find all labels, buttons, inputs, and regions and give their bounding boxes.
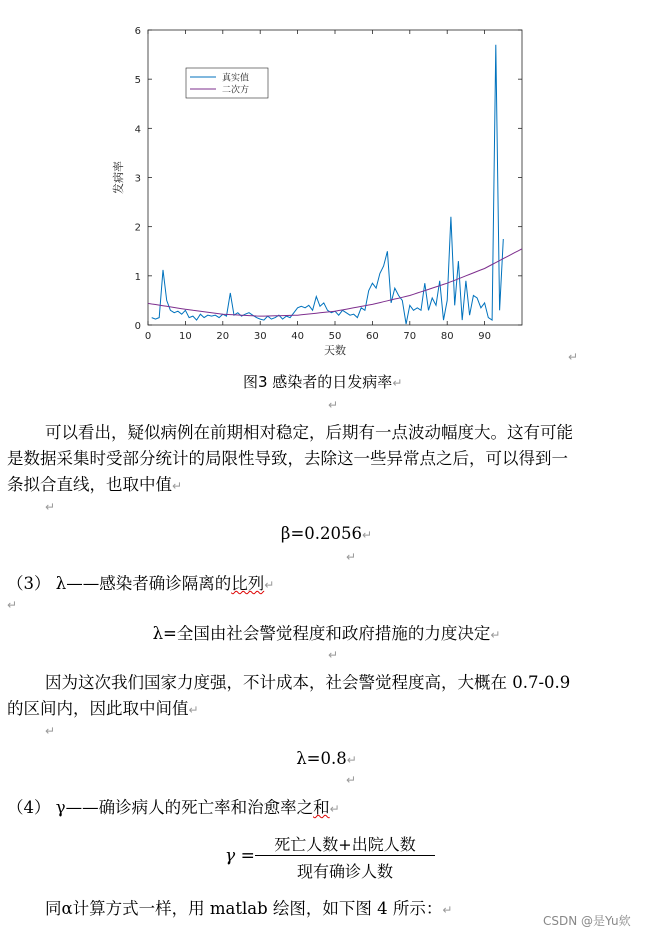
return-mark: ↵ xyxy=(346,753,357,767)
figure-caption-text: 图3 感染者的日发病率 xyxy=(243,373,393,391)
return-mark: ↵ xyxy=(172,479,183,493)
x-axis-label: 天数 xyxy=(324,344,346,357)
x-tick-label: 40 xyxy=(291,331,304,342)
y-tick-label: 5 xyxy=(134,75,141,87)
paragraph-line: 因为这次我们国家力度强，不计成本，社会警觉程度高，大概在 0.7-0.9 xyxy=(45,673,571,692)
y-tick-label: 2 xyxy=(134,222,141,234)
y-tick-label: 3 xyxy=(134,173,141,185)
x-tick-label: 70 xyxy=(403,331,417,342)
gamma-equation xyxy=(225,832,435,882)
paragraph-line xyxy=(7,696,199,723)
beta-equation xyxy=(0,521,653,548)
section-heading-text: （3） λ——感染者确诊隔离的 xyxy=(7,574,232,593)
x-tick-label: 20 xyxy=(216,331,230,342)
x-tick-label: 90 xyxy=(478,331,491,342)
return-mark: ↵ xyxy=(328,398,339,412)
section-heading-underlined: 和 xyxy=(313,798,330,817)
paragraph-line: 是数据采集时受部分统计的局限性导致，去除这一些异常点之后，可以得到一 xyxy=(7,449,568,468)
figure-caption xyxy=(243,371,402,392)
section-heading-3 xyxy=(7,571,274,598)
paragraph-line xyxy=(7,472,182,499)
y-axis-label: 发病率 xyxy=(112,161,125,194)
y-tick-label: 6 xyxy=(134,26,141,37)
section-heading-4 xyxy=(7,795,340,822)
return-mark: ↵ xyxy=(329,802,340,816)
return-mark: ↵ xyxy=(346,773,357,787)
x-tick-label: 50 xyxy=(328,331,342,342)
lambda-definition-text: λ=全国由社会警觉程度和政府措施的力度决定 xyxy=(152,624,491,643)
fraction-bar xyxy=(255,855,435,856)
x-tick-label: 60 xyxy=(366,331,379,342)
paragraph-line xyxy=(45,896,452,923)
return-mark: ↵ xyxy=(392,376,403,390)
figure xyxy=(100,18,540,363)
x-tick-label: 80 xyxy=(440,331,454,342)
return-mark: ↵ xyxy=(45,724,56,738)
paragraph-text: 的区间内，因此取中间值 xyxy=(7,699,189,718)
return-mark: ↵ xyxy=(7,598,18,612)
return-mark: ↵ xyxy=(362,528,373,542)
watermark: CSDN @是Yu欸 xyxy=(543,914,631,928)
return-mark: ↵ xyxy=(328,648,339,662)
return-mark: ↵ xyxy=(264,578,275,592)
return-mark: ↵ xyxy=(490,628,501,642)
beta-equation-text: β=0.2056 xyxy=(280,524,363,543)
section-heading-underlined: 比列 xyxy=(231,574,265,593)
return-mark: ↵ xyxy=(568,350,579,364)
x-tick-label: 10 xyxy=(179,331,192,342)
x-tick-label: 0 xyxy=(144,331,152,342)
return-mark: ↵ xyxy=(346,550,357,564)
gamma-numerator: 死亡人数+出院人数 xyxy=(274,835,416,854)
section-heading-text: （4） γ——确诊病人的死亡率和治愈率之 xyxy=(7,798,314,817)
y-tick-label: 4 xyxy=(134,124,141,136)
legend-label: 真实值 xyxy=(222,73,250,84)
chart xyxy=(100,18,540,363)
return-mark: ↵ xyxy=(188,703,199,717)
lambda-definition xyxy=(0,621,653,648)
x-tick-label: 30 xyxy=(253,331,267,342)
lambda-equation-text: λ=0.8 xyxy=(296,749,347,768)
legend-label: 二次方 xyxy=(222,85,250,96)
gamma-denominator: 现有确诊人数 xyxy=(296,862,393,881)
gamma-symbol: γ = xyxy=(225,846,255,866)
paragraph-text: 条拟合直线，也取中值 xyxy=(7,475,172,494)
return-mark: ↵ xyxy=(442,903,453,917)
lambda-equation xyxy=(0,746,653,773)
paragraph-line: 可以看出，疑似病例在前期相对稳定，后期有一点波动幅度大。这有可能 xyxy=(45,423,573,442)
return-mark: ↵ xyxy=(45,500,56,514)
y-tick-label: 1 xyxy=(134,271,141,283)
y-tick-label: 0 xyxy=(134,321,141,332)
paragraph-text: 同α计算方式一样，用 matlab 绘图，如下图 4 所示： xyxy=(45,899,443,918)
